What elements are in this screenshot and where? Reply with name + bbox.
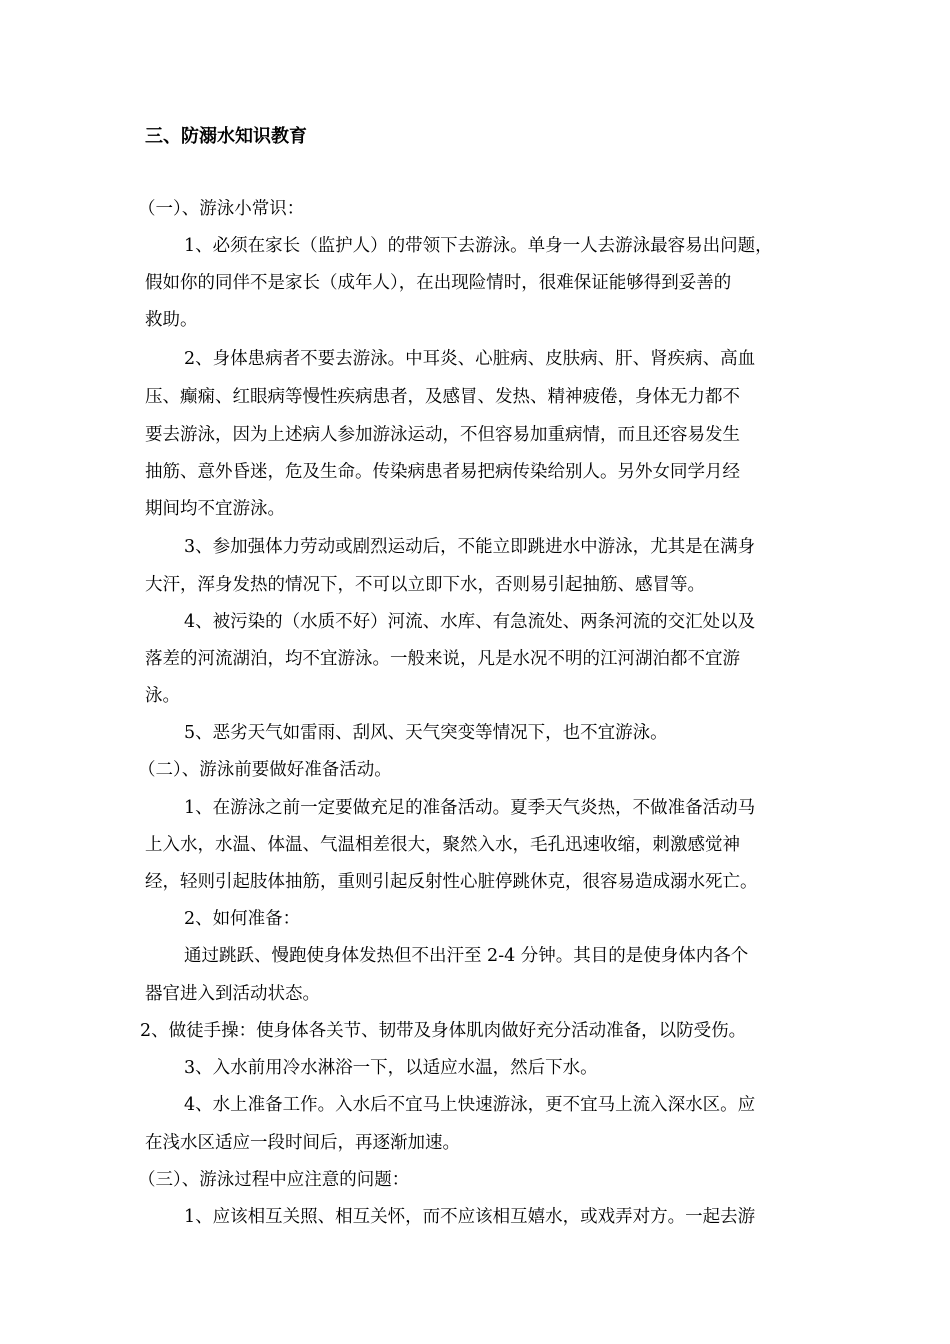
paragraph-line: 2、做徒手操：使身体各关节、韧带及身体肌肉做好充分活动准备，以防受伤。 — [140, 1021, 747, 1041]
paragraph-line: 5、恶劣天气如雷雨、刮风、天气突变等情况下，也不宜游泳。 — [184, 723, 668, 743]
paragraph-line: 压、癫痫、红眼病等慢性疾病患者，及感冒、发热、精神疲倦，身体无力都不 — [145, 387, 740, 407]
paragraph-line: 泳。 — [145, 686, 180, 706]
paragraph-line: 经，轻则引起肢体抽筋，重则引起反射性心脏停跳休克，很容易造成溺水死亡。 — [145, 872, 758, 892]
paragraph-line: 器官进入到活动状态。 — [145, 984, 320, 1004]
paragraph-line: 在浅水区适应一段时间后，再逐渐加速。 — [145, 1133, 460, 1153]
paragraph-line: 救助。 — [145, 310, 198, 330]
paragraph-line: 1、应该相互关照、相互关怀，而不应该相互嬉水，或戏弄对方。一起去游 — [184, 1207, 756, 1227]
paragraph-line: 抽筋、意外昏迷，危及生命。传染病患者易把病传染给别人。另外女同学月经 — [145, 462, 740, 482]
paragraph-line: 4、被污染的（水质不好）河流、水库、有急流处、两条河流的交汇处以及 — [184, 612, 756, 632]
paragraph-line: 上入水，水温、体温、气温相差很大，聚然入水，毛孔迅速收缩，刺激感觉神 — [145, 835, 740, 855]
paragraph-line: 假如你的同伴不是家长（成年人），在出现险情时，很难保证能够得到妥善的 — [145, 273, 732, 293]
paragraph-line: 4、水上准备工作。入水后不宜马上快速游泳，更不宜马上流入深水区。应 — [184, 1095, 756, 1115]
paragraph-line: 期间均不宜游泳。 — [145, 499, 285, 519]
subsection-heading: （一）、游泳小常识： — [138, 199, 305, 219]
paragraph-line: 落差的河流湖泊，均不宜游泳。一般来说，凡是水况不明的江河湖泊都不宜游 — [145, 649, 740, 669]
paragraph-line: 大汗，浑身发热的情况下，不可以立即下水，否则易引起抽筋、感冒等。 — [145, 575, 705, 595]
paragraph-line: 通过跳跃、慢跑使身体发热但不出汗至 2-4 分钟。其目的是使身体内各个 — [184, 946, 749, 966]
paragraph-line: 2、身体患病者不要去游泳。中耳炎、心脏病、皮肤病、肝、肾疾病、高血 — [184, 349, 756, 369]
section-heading: 三、防溺水知识教育 — [145, 126, 307, 147]
subsection-heading: （二）、游泳前要做好准备活动。 — [138, 760, 392, 780]
paragraph-line: 要去游泳，因为上述病人参加游泳运动，不但容易加重病情，而且还容易发生 — [145, 425, 740, 445]
paragraph-line: 3、参加强体力劳动或剧烈运动后，不能立即跳进水中游泳，尤其是在满身 — [184, 537, 756, 557]
subsection-heading: （三）、游泳过程中应注意的问题： — [138, 1170, 410, 1190]
paragraph-line: 1、必须在家长（监护人）的带领下去游泳。单身一人去游泳最容易出问题， — [184, 236, 773, 256]
paragraph-line: 3、入水前用冷水淋浴一下，以适应水温，然后下水。 — [184, 1058, 598, 1078]
paragraph-line: 2、如何准备： — [184, 909, 301, 929]
paragraph-line: 1、在游泳之前一定要做充足的准备活动。夏季天气炎热，不做准备活动马 — [184, 798, 756, 818]
